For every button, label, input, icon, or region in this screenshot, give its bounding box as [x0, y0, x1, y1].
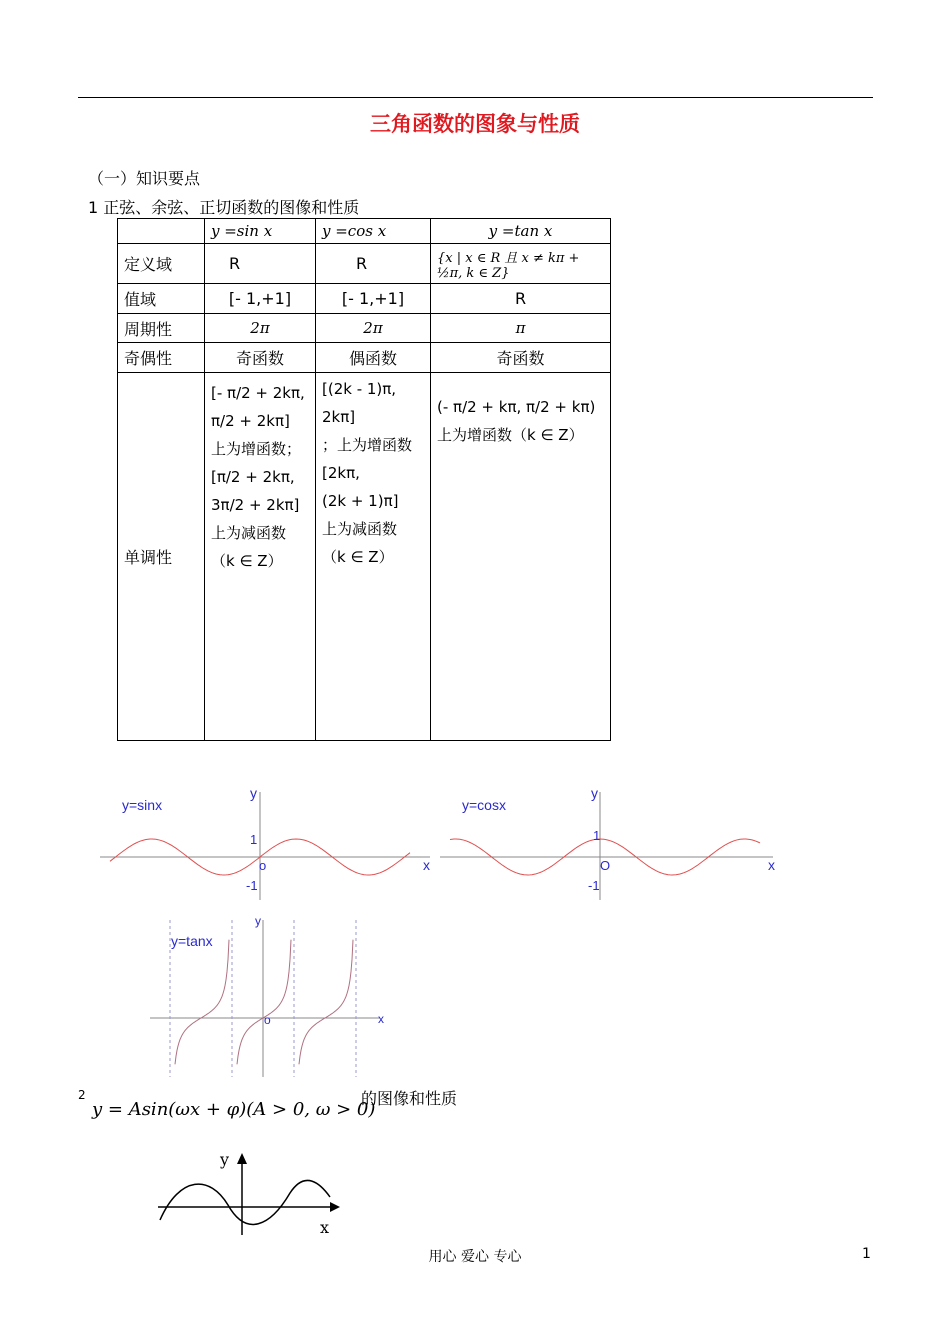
general-sine-sketch	[150, 1145, 350, 1240]
cosine-graph-label: y=cosx	[462, 797, 506, 813]
header-cell-empty	[118, 219, 205, 244]
cell-tan: (- π/2 + kπ, π/2 + kπ) 上为增函数（k ∈ Z）	[431, 373, 611, 741]
y-axis-label: y	[591, 785, 598, 801]
x-axis-label: x	[768, 857, 775, 873]
y-arrow-icon	[237, 1153, 247, 1164]
one-label: 1	[593, 828, 601, 843]
section-heading: （一）知识要点	[88, 169, 201, 188]
cell-tan: {x | x ∈ R 且 x ≠ kπ + ½π, k ∈ Z}	[431, 244, 611, 284]
tangent-branch	[237, 940, 291, 1065]
cell-cos: [- 1,+1]	[316, 284, 431, 314]
sine-wave	[160, 1180, 330, 1224]
table-row-parity	[118, 343, 611, 373]
tangent-branch	[299, 940, 353, 1065]
footer-slogan: 用心 爱心 专心	[428, 1249, 522, 1265]
tangent-graph	[145, 912, 390, 1082]
tangent-branch	[175, 940, 229, 1065]
cell-cos: 2π	[316, 314, 431, 343]
cell-sin: R	[205, 244, 316, 284]
neg-one-label: -1	[246, 878, 258, 893]
sine-graph-label: y=sinx	[122, 797, 163, 813]
cell-sin: 奇函数	[205, 343, 316, 373]
origin-label: O	[600, 858, 611, 873]
sine-graph	[100, 780, 435, 905]
neg-one-label: -1	[588, 878, 600, 893]
tangent-graph-label: y=tanx	[171, 933, 213, 949]
header-cell-cos: y =cos x	[316, 219, 431, 244]
page-title: 三角函数的图象与性质	[370, 112, 580, 136]
header-cell-tan: y =tan x	[431, 219, 611, 244]
row-label: 值域	[118, 284, 205, 314]
table-row-monotonicity	[118, 373, 611, 741]
header-cell-sin: y =sin x	[205, 219, 316, 244]
y-axis-label: y	[250, 785, 257, 801]
page-number: 1	[862, 1246, 871, 1262]
table-row-domain	[118, 244, 611, 284]
x-arrow-icon	[330, 1202, 340, 1212]
x-label: x	[320, 1218, 330, 1237]
x-axis-label: x	[378, 1012, 384, 1026]
table-row-period	[118, 314, 611, 343]
cell-tan: π	[431, 314, 611, 343]
subsection-2-number: 2	[78, 1088, 86, 1102]
properties-table	[117, 218, 611, 741]
subsection-2-formula: y = Asin(ωx + φ)(A > 0, ω > 0)	[92, 1099, 376, 1120]
cosine-graph	[440, 780, 780, 905]
x-axis-label: x	[423, 857, 430, 873]
row-label: 奇偶性	[118, 343, 205, 373]
origin-label: o	[259, 858, 267, 873]
cell-cos: 偶函数	[316, 343, 431, 373]
y-axis-label: y	[255, 914, 261, 928]
subsection-2-text: 的图像和性质	[361, 1089, 458, 1108]
row-label: 单调性	[118, 373, 205, 741]
cell-sin: 2π	[205, 314, 316, 343]
cell-cos: [(2k - 1)π, 2kπ] ；上为增函数 [2kπ, (2k + 1)π] 上为减函数 （k ∈ Z）	[316, 373, 431, 741]
row-label: 定义域	[118, 244, 205, 284]
cell-tan: R	[431, 284, 611, 314]
origin-label: o	[264, 1013, 271, 1027]
table-header-row	[118, 219, 611, 244]
subsection-heading: 1 正弦、余弦、正切函数的图像和性质	[88, 198, 360, 217]
cell-tan: 奇函数	[431, 343, 611, 373]
y-label: y	[220, 1150, 230, 1169]
one-label: 1	[250, 832, 258, 847]
row-label: 周期性	[118, 314, 205, 343]
top-rule	[78, 97, 873, 98]
tangent-curves	[175, 940, 353, 1065]
cell-cos: R	[316, 244, 431, 284]
cell-sin: [- 1,+1]	[205, 284, 316, 314]
table-row-range	[118, 284, 611, 314]
cell-sin: [- π/2 + 2kπ, π/2 + 2kπ] 上为增函数； [π/2 + 2kπ, 3π/2 + 2kπ] 上为减函数（k ∈ Z）	[205, 373, 316, 741]
